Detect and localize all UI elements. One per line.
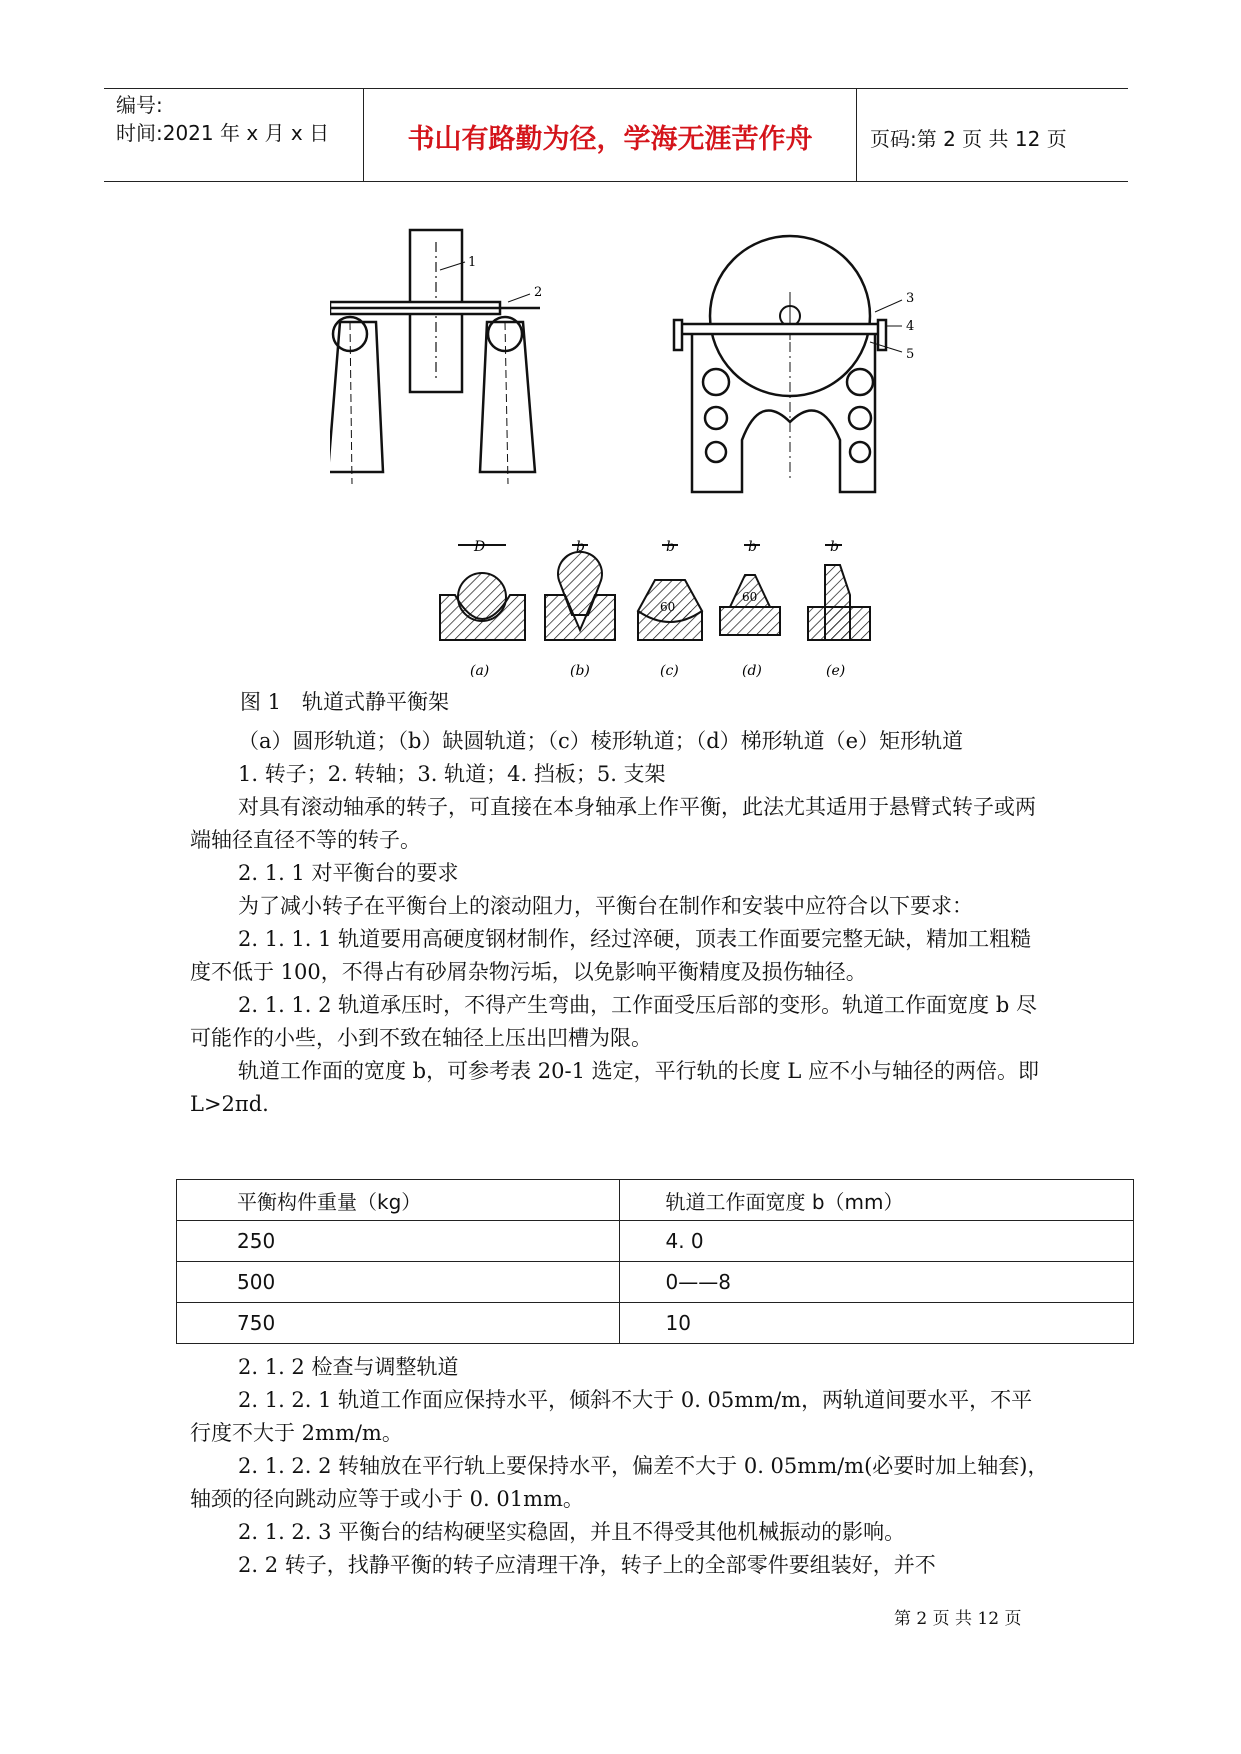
table-header: 轨道工作面宽度 b（mm）	[620, 1180, 1134, 1221]
paragraph: 轨道工作面的宽度 b，可参考表 20-1 选定，平行轨的长度 L 应不小与轴径的两倍。即 L>2πd.	[190, 1059, 1039, 1116]
label-1: 1	[468, 255, 477, 270]
paragraph: 2. 2 转子，找静平衡的转子应清理干净，转子上的全部零件要组装好，并不	[238, 1553, 936, 1577]
table-row	[177, 1221, 1134, 1262]
profile-label-b: (b)	[570, 663, 590, 679]
angle-label-c: 60	[660, 600, 676, 614]
label-3: 3	[906, 291, 915, 306]
table-cell: 10	[620, 1303, 1134, 1344]
section-heading: 2. 1. 2 检查与调整轨道	[238, 1355, 459, 1379]
label-4: 4	[906, 319, 915, 334]
dim-label-a: D	[474, 539, 486, 555]
dim-label-b: b	[576, 539, 585, 555]
table-row	[177, 1303, 1134, 1344]
table-cell: 250	[177, 1221, 620, 1262]
header-motto: 书山有路勤为径，学海无涯苦作舟	[407, 124, 813, 155]
paragraph: （a）圆形轨道；（b）缺圆轨道；（c）棱形轨道；（d）梯形轨道（e）矩形轨道	[238, 729, 964, 753]
table-cell: 750	[177, 1303, 620, 1344]
paragraph: 2. 1. 1. 1 轨道要用高硬度钢材制作，经过淬硬，顶表工作面要完整无缺，精加工粗糙度不低于 100，不得占有砂屑杂物污垢，以免影响平衡精度及损伤轴径。	[190, 927, 1032, 984]
time-label: 时间:2021 年 x 月 x 日	[116, 121, 330, 145]
balancing-frame-diagram	[330, 222, 930, 522]
profile-label-e: (e)	[826, 663, 846, 679]
table-row	[177, 1262, 1134, 1303]
paragraph: 2. 1. 1. 2 轨道承压时，不得产生弯曲，工作面受压后部的变形。轨道工作面宽度 b 尽可能作的小些，小到不致在轴径上压出凹槽为限。	[190, 993, 1037, 1050]
rail-profiles-diagram	[430, 535, 950, 685]
page-footer: 第 2 页 共 12 页	[894, 1609, 1022, 1629]
header-page-info: 页码:第 2 页 共 12 页	[870, 127, 1067, 151]
paragraph: 1. 转子；2. 转轴；3. 轨道；4. 挡板；5. 支架	[238, 762, 666, 786]
paragraph: 2. 1. 2. 2 转轴放在平行轨上要保持水平，偏差不大于 0. 05mm/m(必要时加上轴套)，轴颈的径向跳动应等于或小于 0. 01mm。	[190, 1454, 1049, 1511]
table-cell: 0——8	[620, 1262, 1134, 1303]
figure-caption: 图 1 轨道式静平衡架	[240, 690, 450, 714]
section-heading: 2. 1. 1 对平衡台的要求	[238, 861, 459, 885]
page-header	[104, 88, 1128, 182]
label-2: 2	[534, 285, 543, 300]
body-text-continued	[190, 1351, 1050, 1582]
table-cell: 4. 0	[620, 1221, 1134, 1262]
angle-label-d: 60	[742, 590, 758, 604]
profile-label-c: (c)	[660, 663, 679, 679]
table-cell: 500	[177, 1262, 620, 1303]
paragraph: 对具有滚动轴承的转子，可直接在本身轴承上作平衡，此法尤其适用于悬臂式转子或两端轴径直径不等的转子。	[190, 795, 1036, 852]
paragraph: 为了减小转子在平衡台上的滚动阻力，平衡台在制作和安装中应符合以下要求：	[238, 894, 973, 918]
table-header: 平衡构件重量（kg）	[177, 1180, 620, 1221]
header-divider	[856, 89, 857, 181]
paragraph: 2. 1. 2. 1 轨道工作面应保持水平，倾斜不大于 0. 05mm/m，两轨道间要水平，不平行度不大于 2mm/m。	[190, 1388, 1033, 1445]
dim-label-c: b	[666, 539, 675, 555]
body-text	[190, 725, 1050, 1121]
profile-label-a: (a)	[470, 663, 490, 679]
dim-label-e: b	[830, 539, 839, 555]
dim-label-d: b	[748, 539, 757, 555]
rail-width-table	[176, 1179, 1134, 1344]
paragraph: 2. 1. 2. 3 平衡台的结构硬坚实稳固，并且不得受其他机械振动的影响。	[238, 1520, 906, 1544]
table-header-row	[177, 1180, 1134, 1221]
label-5: 5	[906, 347, 915, 362]
profile-label-d: (d)	[742, 663, 762, 679]
header-meta	[116, 91, 329, 147]
number-label: 编号:	[116, 93, 163, 117]
